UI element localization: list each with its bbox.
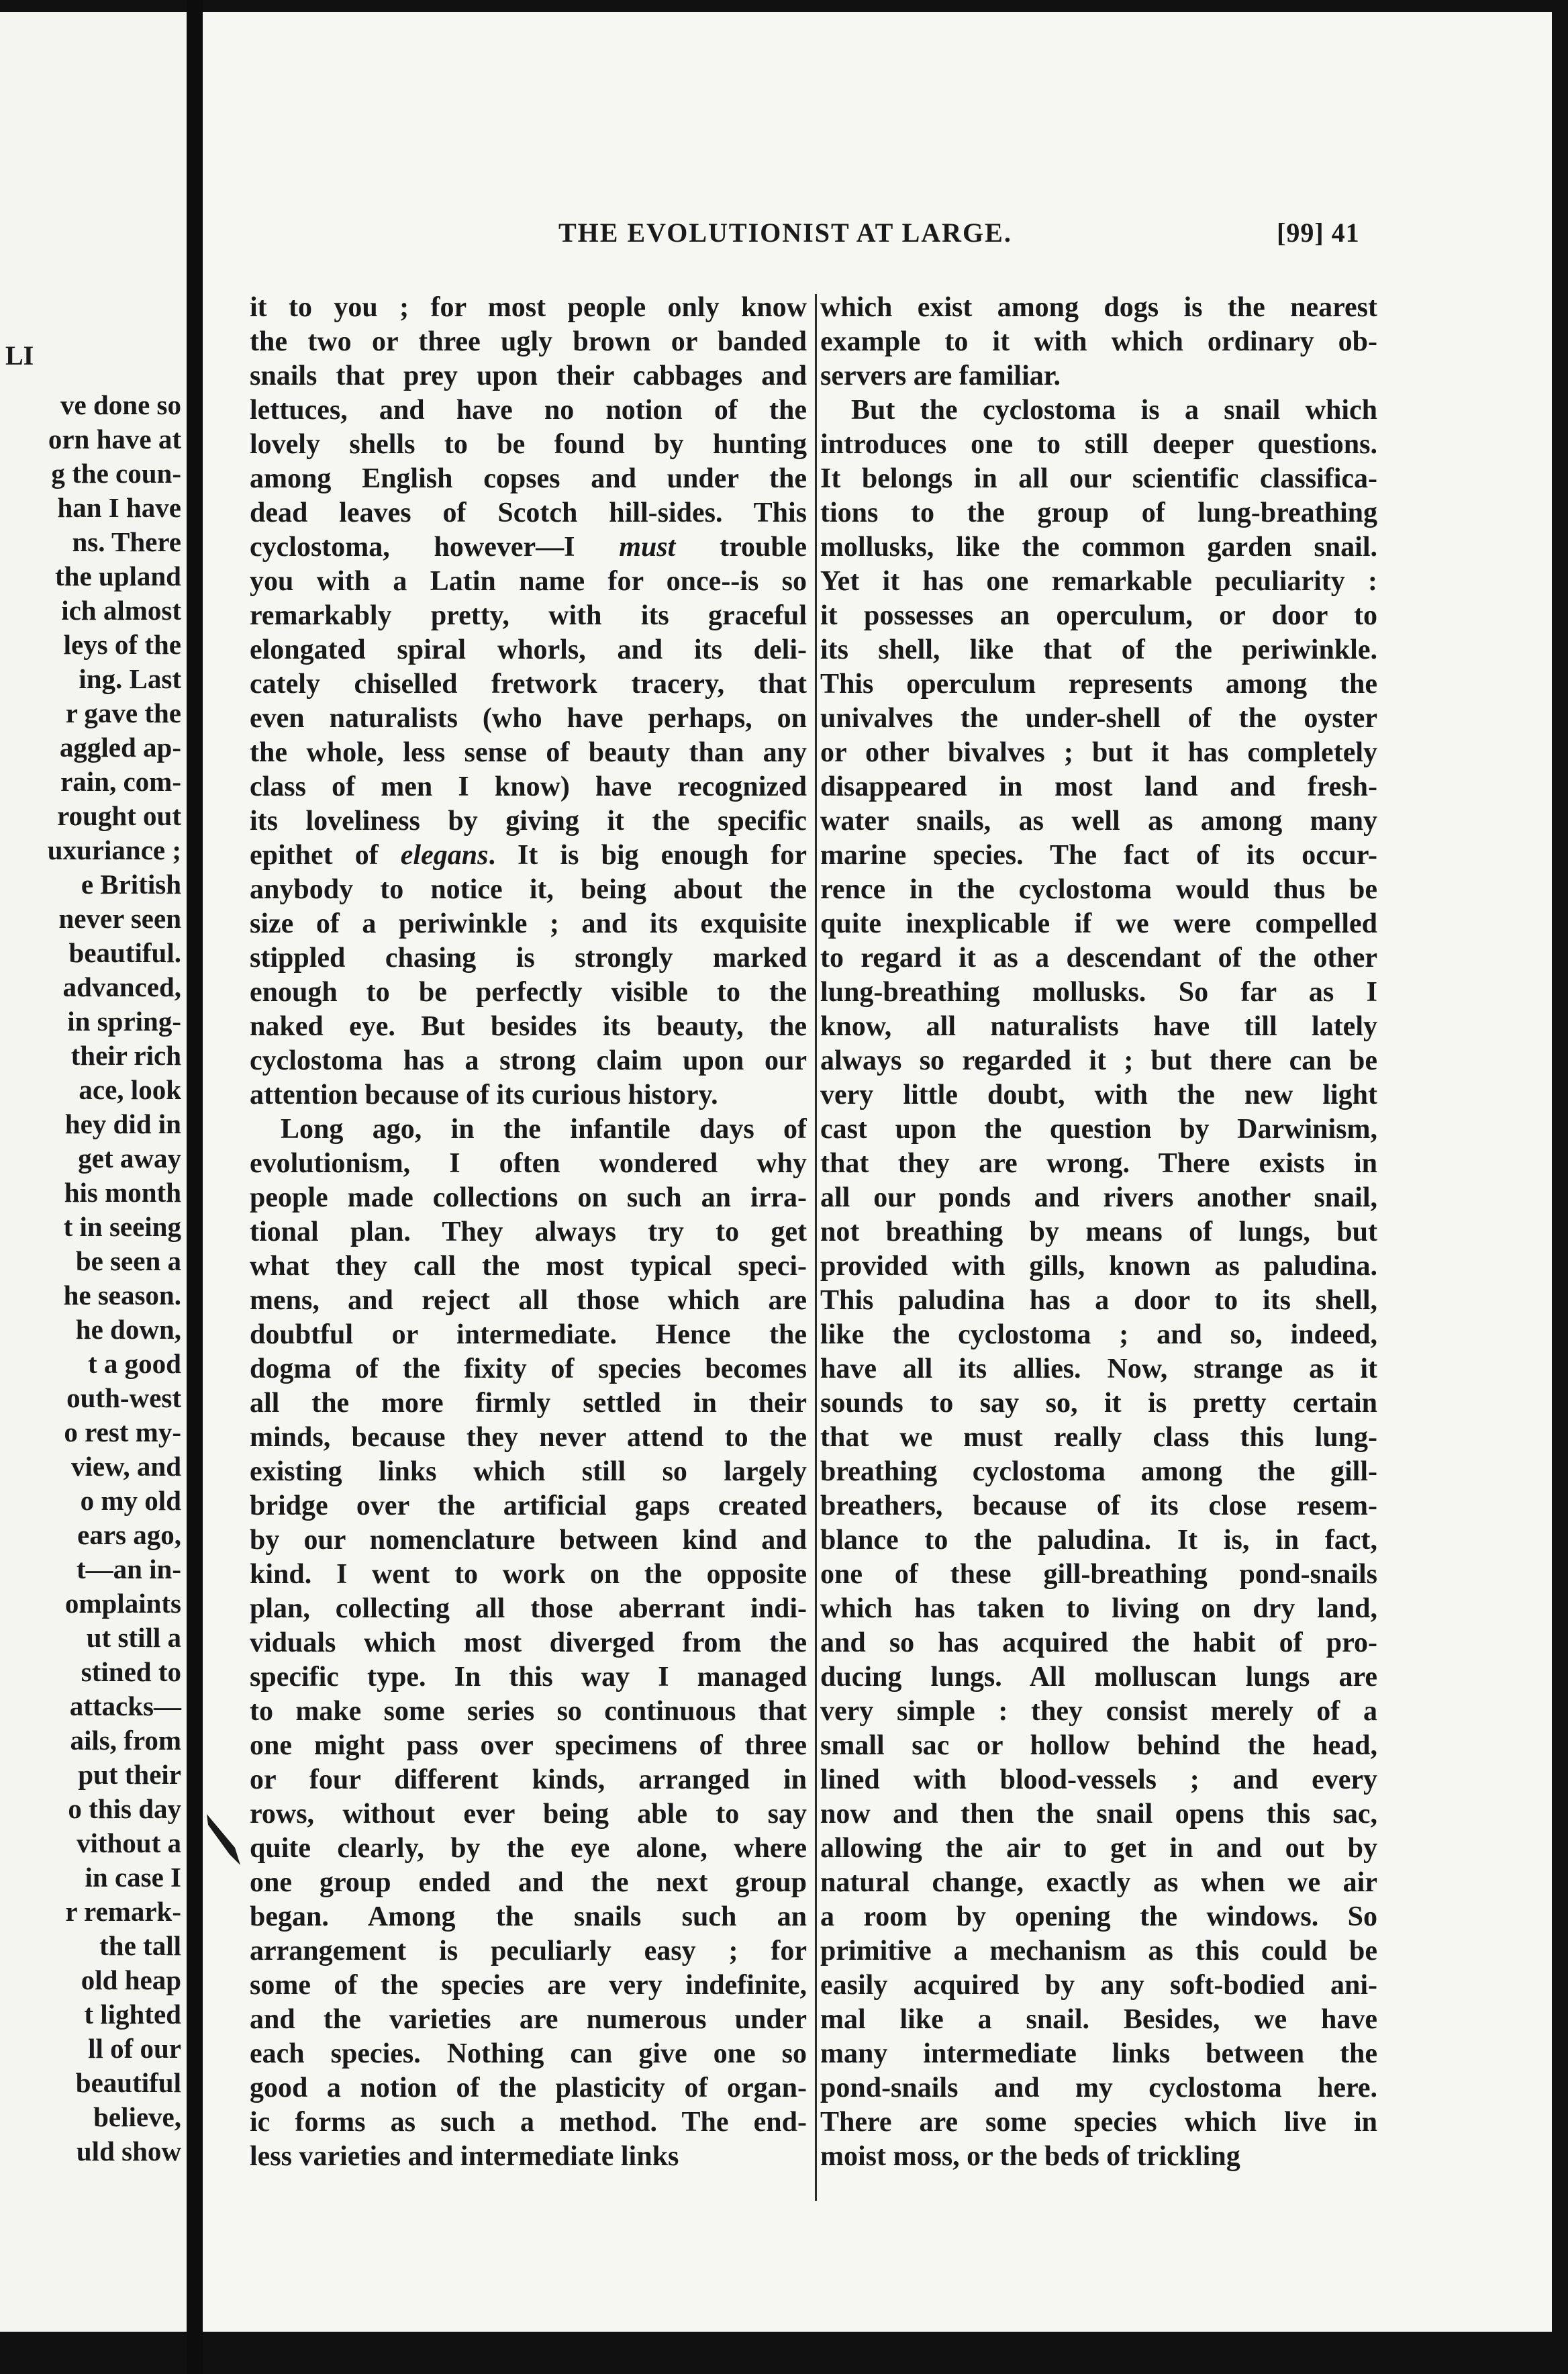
facing-page-line: beautiful. xyxy=(68,937,181,968)
facing-page-line: orn have at xyxy=(48,424,181,455)
text-line: doubtful or intermediate. Hence the xyxy=(250,1319,807,1350)
text-line: one might pass over specimens of three xyxy=(250,1730,807,1761)
facing-page-line: han I have xyxy=(57,492,181,523)
text-line: very simple : they consist merely of a xyxy=(820,1696,1377,1727)
text-column-right xyxy=(820,291,1377,2174)
text-line: not breathing by means of lungs, but xyxy=(820,1217,1377,1247)
text-line: arrangement is peculiarly easy ; for xyxy=(250,1936,807,1966)
text-line: enough to be perfectly visible to the xyxy=(250,977,807,1008)
text-line: servers are familiar. xyxy=(820,361,1061,391)
text-line: Long ago, in the infantile days of xyxy=(281,1114,807,1145)
text-line: people made collections on such an irra- xyxy=(250,1182,807,1213)
text-line: among English copses and under the xyxy=(250,463,807,494)
facing-page-line: view, and xyxy=(70,1451,181,1482)
text-line: cast upon the question by Darwinism, xyxy=(820,1114,1377,1145)
text-line: which has taken to living on dry land, xyxy=(820,1593,1377,1624)
text-line: introduces one to still deeper questions. xyxy=(820,429,1377,460)
text-line: or other bivalves ; but it has completely xyxy=(820,737,1377,768)
text-line: many intermediate links between the xyxy=(820,2038,1377,2069)
text-line: moist moss, or the beds of trickling xyxy=(820,2141,1240,2172)
text-line: by our nomenclature between kind and xyxy=(250,1525,807,1556)
text-line: know, all naturalists have till lately xyxy=(820,1011,1377,1042)
facing-page-line: ing. Last xyxy=(79,663,181,694)
page-number: [99] 41 xyxy=(1277,218,1360,248)
text-line: elongated spiral whorls, and its deli- xyxy=(250,634,807,665)
text-line: bridge over the artificial gaps created xyxy=(250,1490,807,1521)
facing-page-line: beautiful xyxy=(75,2067,181,2098)
text-line: epithet of elegans. It is big enough for xyxy=(250,840,807,871)
text-line: existing links which still so largely xyxy=(250,1456,807,1487)
text-line: which exist among dogs is the nearest xyxy=(820,292,1377,323)
facing-page-line: stined to xyxy=(81,1656,181,1687)
text-line: have all its allies. Now, strange as it xyxy=(820,1354,1377,1384)
text-line: all our ponds and rivers another snail, xyxy=(820,1182,1377,1213)
text-line: provided with gills, known as paludina. xyxy=(820,1251,1377,1282)
facing-page-line: rain, com- xyxy=(60,766,181,797)
facing-page-line: old heap xyxy=(81,1964,181,1995)
text-line: rows, without ever being able to say xyxy=(250,1799,807,1830)
facing-page-line: hey did in xyxy=(64,1108,181,1139)
text-line: marine species. The fact of its occur- xyxy=(820,840,1377,871)
text-line: pond-snails and my cyclostoma here. xyxy=(820,2073,1377,2103)
text-line: sounds to say so, it is pretty certain xyxy=(820,1388,1377,1419)
text-line: Yet it has one remarkable peculiarity : xyxy=(820,566,1377,597)
facing-page-line: o rest my- xyxy=(64,1417,181,1447)
text-line: lettuces, and have no notion of the xyxy=(250,395,807,426)
text-line: univalves the under-shell of the oyster xyxy=(820,703,1377,734)
text-line: But the cyclostoma is a snail which xyxy=(851,395,1377,426)
text-line: tions to the group of lung-breathing xyxy=(820,497,1377,528)
text-line: some of the species are very indefinite, xyxy=(250,1970,807,2001)
text-line: water snails, as well as among many xyxy=(820,806,1377,837)
text-line: a room by opening the windows. So xyxy=(820,1901,1377,1932)
text-line: evolutionism, I often wondered why xyxy=(250,1148,807,1179)
facing-page-line: he down, xyxy=(75,1314,181,1345)
facing-page-line: be seen a xyxy=(75,1245,181,1276)
text-line: cyclostoma, however—I must trouble xyxy=(250,532,807,563)
text-line: its loveliness by giving it the specific xyxy=(250,806,807,837)
text-line: all the more firmly settled in their xyxy=(250,1388,807,1419)
text-line: cyclostoma has a strong claim upon our xyxy=(250,1045,807,1076)
text-line: good a notion of the plasticity of organ- xyxy=(250,2073,807,2103)
text-line: naked eye. But besides its beauty, the xyxy=(250,1011,807,1042)
text-column-left xyxy=(250,291,807,2174)
text-line: always so regarded it ; but there can be xyxy=(820,1045,1377,1076)
text-line: now and then the snail opens this sac, xyxy=(820,1799,1377,1830)
paragraph xyxy=(820,291,1377,393)
facing-page-line: ut still a xyxy=(86,1622,181,1653)
text-line: specific type. In this way I managed xyxy=(250,1662,807,1693)
text-line: lined with blood-vessels ; and every xyxy=(820,1764,1377,1795)
text-line: each species. Nothing can give one so xyxy=(250,2038,807,2069)
text-line: that they are wrong. There exists in xyxy=(820,1148,1377,1179)
facing-page-line: e British xyxy=(81,869,181,900)
text-line: easily acquired by any soft-bodied ani- xyxy=(820,1970,1377,2001)
text-line: dead leaves of Scotch hill-sides. This xyxy=(250,497,807,528)
text-line: It belongs in all our scientific classifica- xyxy=(820,463,1377,494)
text-line: less varieties and intermediate links xyxy=(250,2141,679,2172)
facing-page-line: ace, look xyxy=(79,1074,181,1105)
text-line: size of a periwinkle ; and its exquisite xyxy=(250,908,807,939)
facing-page-line: the upland xyxy=(54,561,181,591)
facing-page-line: o my old xyxy=(80,1485,181,1516)
facing-page-line: t in seeing xyxy=(63,1211,181,1242)
text-line: allowing the air to get in and out by xyxy=(820,1833,1377,1864)
facing-page-line: r gave the xyxy=(65,698,181,728)
facing-page-line: advanced, xyxy=(62,971,181,1002)
text-line: remarkably pretty, with its graceful xyxy=(250,600,807,631)
facing-page-line: get away xyxy=(78,1143,181,1174)
paragraph xyxy=(820,393,1377,2174)
facing-page-line: t lighted xyxy=(84,1999,181,2030)
text-line: to make some series so continuous that xyxy=(250,1696,807,1727)
pencil-mark-icon xyxy=(203,1810,250,1870)
text-line: This operculum represents among the xyxy=(820,669,1377,700)
text-line: lovely shells to be found by hunting xyxy=(250,429,807,460)
facing-page-line: ich almost xyxy=(61,595,181,626)
facing-page-line: uld show xyxy=(76,2136,181,2167)
facing-page-line: the tall xyxy=(99,1930,181,1961)
facing-page-line: o this day xyxy=(68,1793,181,1824)
text-line: quite clearly, by the eye alone, where xyxy=(250,1833,807,1864)
text-line: you with a Latin name for once--is so xyxy=(250,566,807,597)
text-line: one of these gill-breathing pond-snails xyxy=(820,1559,1377,1590)
text-line: natural change, exactly as when we air xyxy=(820,1867,1377,1898)
text-line: began. Among the snails such an xyxy=(250,1901,807,1932)
text-line: class of men I know) have recognized xyxy=(250,771,807,802)
facing-page-line: ears ago, xyxy=(77,1519,181,1550)
book-page xyxy=(203,12,1552,2332)
facing-page-line: in case I xyxy=(85,1862,181,1893)
text-line: dogma of the fixity of species becomes xyxy=(250,1354,807,1384)
text-line: anybody to notice it, being about the xyxy=(250,874,807,905)
paragraph xyxy=(250,1112,807,2174)
facing-page-line: omplaints xyxy=(64,1588,181,1619)
facing-page-line: rought out xyxy=(57,800,181,831)
text-line: its shell, like that of the periwinkle. xyxy=(820,634,1377,665)
running-head: THE EVOLUTIONIST AT LARGE. xyxy=(558,218,1012,248)
text-line: that we must really class this lung- xyxy=(820,1422,1377,1453)
text-line: it to you ; for most people only know xyxy=(250,292,807,323)
text-line: mens, and reject all those which are xyxy=(250,1285,807,1316)
facing-page-line: believe, xyxy=(93,2101,181,2132)
text-line: small sac or hollow behind the head, xyxy=(820,1730,1377,1761)
text-line: to regard it as a descendant of the other xyxy=(820,943,1377,974)
facing-page-text xyxy=(0,388,181,2169)
text-line: mal like a snail. Besides, we have xyxy=(820,2004,1377,2035)
paragraph xyxy=(250,291,807,1112)
facing-page-fragment xyxy=(0,12,187,2332)
text-line: or four different kinds, arranged in xyxy=(250,1764,807,1795)
text-line: and so has acquired the habit of pro- xyxy=(820,1627,1377,1658)
text-line: cately chiselled fretwork tracery, that xyxy=(250,669,807,700)
text-line: kind. I went to work on the opposite xyxy=(250,1559,807,1590)
facing-page-line: g the coun- xyxy=(51,458,181,489)
facing-page-line: t a good xyxy=(88,1348,181,1379)
facing-page-line: uxuriance ; xyxy=(47,835,181,865)
facing-page-line: vithout a xyxy=(76,1827,181,1858)
facing-page-line: in spring- xyxy=(67,1006,181,1037)
text-line: This paludina has a door to its shell, xyxy=(820,1285,1377,1316)
text-line: example to it with which ordinary ob- xyxy=(820,326,1377,357)
facing-page-line: their rich xyxy=(70,1040,181,1071)
text-line: lung-breathing mollusks. So far as I xyxy=(820,977,1377,1008)
facing-page-line: ll of our xyxy=(88,2033,181,2064)
facing-page-line: aggled ap- xyxy=(59,732,181,763)
text-line: primitive a mechanism as this could be xyxy=(820,1936,1377,1966)
facing-page-line: t—an in- xyxy=(76,1554,181,1584)
column-rule xyxy=(815,294,817,2201)
text-line: one group ended and the next group xyxy=(250,1867,807,1898)
text-line: mollusks, like the common garden snail. xyxy=(820,532,1377,563)
text-line: quite inexplicable if we were compelled xyxy=(820,908,1377,939)
facing-page-line: put their xyxy=(78,1759,181,1790)
text-line: even naturalists (who have perhaps, on xyxy=(250,703,807,734)
facing-page-line: he season. xyxy=(63,1280,181,1311)
facing-page-line: outh-west xyxy=(66,1382,181,1413)
text-line: attention because of its curious history. xyxy=(250,1080,718,1110)
text-line: stippled chasing is strongly marked xyxy=(250,943,807,974)
text-line: disappeared in most land and fresh- xyxy=(820,771,1377,802)
facing-page-line: ns. There xyxy=(72,526,181,557)
facing-page-line: his month xyxy=(64,1177,181,1208)
facing-page-line: attacks— xyxy=(69,1691,181,1721)
text-line: very little doubt, with the new light xyxy=(820,1080,1377,1110)
facing-page-mark: LI xyxy=(5,340,34,371)
text-line: ic forms as such a method. The end- xyxy=(250,2107,807,2138)
text-line: the two or three ugly brown or banded xyxy=(250,326,807,357)
text-line: the whole, less sense of beauty than any xyxy=(250,737,807,768)
text-line: rence in the cyclostoma would thus be xyxy=(820,874,1377,905)
text-line: snails that prey upon their cabbages and xyxy=(250,361,807,391)
facing-page-line: r remark- xyxy=(65,1896,181,1927)
text-line: minds, because they never attend to the xyxy=(250,1422,807,1453)
facing-page-line: ve done so xyxy=(60,389,181,420)
text-line: breathing cyclostoma among the gill- xyxy=(820,1456,1377,1487)
book-gutter xyxy=(187,0,203,2374)
text-line: There are some species which live in xyxy=(820,2107,1377,2138)
text-line: tional plan. They always try to get xyxy=(250,1217,807,1247)
text-line: viduals which most diverged from the xyxy=(250,1627,807,1658)
facing-page-line: leys of the xyxy=(63,629,181,660)
text-line: ducing lungs. All molluscan lungs are xyxy=(820,1662,1377,1693)
text-line: and the varieties are numerous under xyxy=(250,2004,807,2035)
text-line: blance to the paludina. It is, in fact, xyxy=(820,1525,1377,1556)
facing-page-line: ails, from xyxy=(70,1725,181,1756)
text-line: breathers, because of its close resem- xyxy=(820,1490,1377,1521)
facing-page-line: never seen xyxy=(58,903,181,934)
text-line: plan, collecting all those aberrant indi- xyxy=(250,1593,807,1624)
page-header xyxy=(203,217,1552,257)
text-line: it possesses an operculum, or door to xyxy=(820,600,1377,631)
text-line: what they call the most typical speci- xyxy=(250,1251,807,1282)
text-line: like the cyclostoma ; and so, indeed, xyxy=(820,1319,1377,1350)
